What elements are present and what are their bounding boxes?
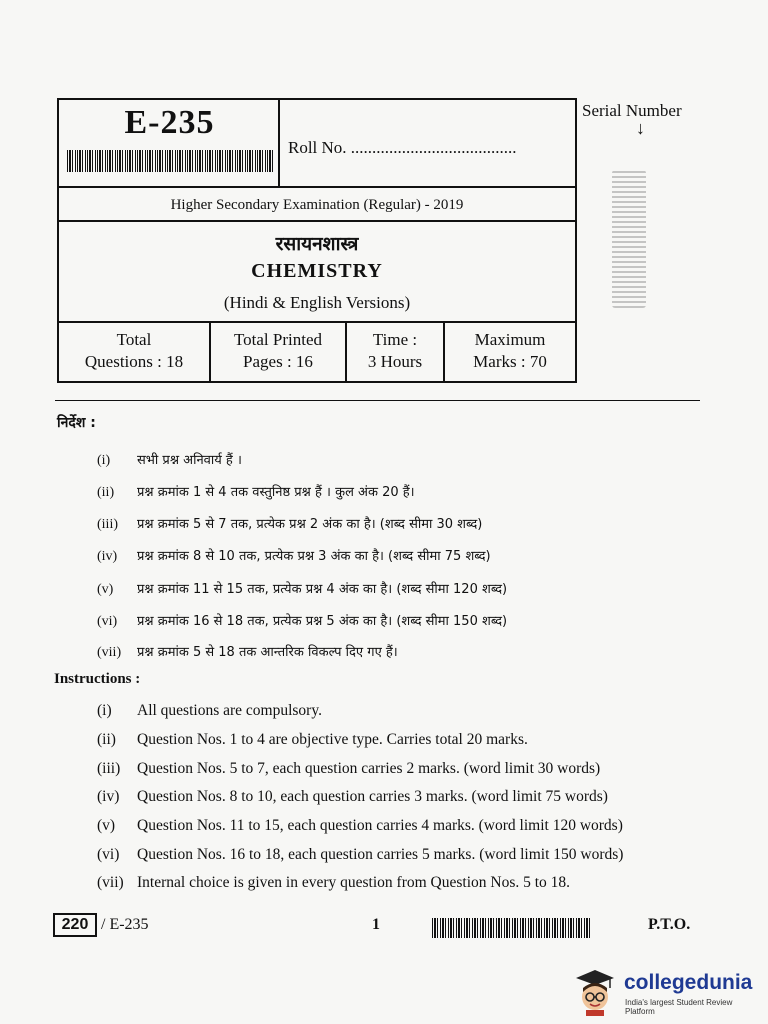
serial-number-stamp <box>612 170 646 308</box>
section-divider <box>55 400 700 401</box>
instructions-english-heading: Instructions : <box>54 671 141 687</box>
exam-title: Higher Secondary Examination (Regular) - 2019 <box>170 197 464 213</box>
list-item: (iv) Question Nos. 8 to 10, each question carries 3 marks. (word limit 75 words) <box>97 788 608 805</box>
student-mascot-icon <box>574 968 616 1016</box>
code-cell <box>59 100 280 186</box>
subject-hindi: रसायनशास्त्र <box>275 233 359 255</box>
footer-paper-code: / E-235 <box>101 916 149 933</box>
page-number: 1 <box>372 916 380 933</box>
footer-box-code: 220 <box>53 913 97 937</box>
paper-code: E-235 <box>124 104 215 141</box>
list-item: (iii) प्रश्न क्रमांक 5 से 7 तक, प्रत्येक प्रश्न 2 अंक का है। (शब्द सीमा 30 शब्द) <box>97 517 483 532</box>
serial-number-label: Serial Number <box>582 101 682 120</box>
info-max-marks: Maximum Marks : 70 <box>443 321 575 383</box>
pto-label: P.T.O. <box>648 916 691 933</box>
list-item: (iii) Question Nos. 5 to 7, each question carries 2 marks. (word limit 30 words) <box>97 760 601 777</box>
list-item: (i) All questions are compulsory. <box>97 702 322 719</box>
barcode <box>67 150 273 172</box>
brand-tagline: India's largest Student Review Platform <box>625 998 733 1016</box>
list-item: (v) Question Nos. 11 to 15, each question carries 4 marks. (word limit 120 words) <box>97 817 623 834</box>
down-arrow-icon: ↓ <box>636 118 645 138</box>
header-box <box>57 98 577 383</box>
list-item: (vii) प्रश्न क्रमांक 5 से 18 तक आन्तरिक विकल्प दिए गए हैं। <box>97 645 398 660</box>
list-item: (ii) Question Nos. 1 to 4 are objective type. Carries total 20 marks. <box>97 731 528 748</box>
list-item: (ii) प्रश्न क्रमांक 1 से 4 तक वस्तुनिष्ठ प्रश्न हैं । कुल अंक 20 हैं। <box>97 485 415 500</box>
roll-number-field: Roll No. ....................................... <box>288 138 517 157</box>
instructions-hindi-heading: निर्देश : <box>57 415 96 431</box>
footer-barcode <box>432 918 590 938</box>
divider-line <box>59 220 575 222</box>
info-total-pages: Total Printed Pages : 16 <box>209 321 345 383</box>
list-item: (v) प्रश्न क्रमांक 11 से 15 तक, प्रत्येक प्रश्न 4 अंक का है। (शब्द सीमा 120 शब्द) <box>97 582 508 597</box>
subject-english: CHEMISTRY <box>251 260 383 282</box>
list-item: (vi) Question Nos. 16 to 18, each question carries 5 marks. (word limit 150 words) <box>97 846 624 863</box>
info-time: Time : 3 Hours <box>345 321 443 383</box>
list-item: (vii) Internal choice is given in every question from Question Nos. 5 to 18. <box>97 874 571 891</box>
list-item: (vi) प्रश्न क्रमांक 16 से 18 तक, प्रत्येक प्रश्न 5 अंक का है। (शब्द सीमा 150 शब्द) <box>97 614 508 629</box>
collegedunia-watermark <box>574 968 764 1018</box>
list-item: (i) सभी प्रश्न अनिवार्य हैं । <box>97 453 242 468</box>
info-grid <box>59 321 575 383</box>
versions-note: (Hindi & English Versions) <box>223 293 411 312</box>
list-item: (iv) प्रश्न क्रमांक 8 से 10 तक, प्रत्येक प्रश्न 3 अंक का है। (शब्द सीमा 75 शब्द) <box>97 549 491 564</box>
info-total-questions: Total Questions : 18 <box>84 330 184 371</box>
brand-name: collegedunia <box>624 971 753 994</box>
